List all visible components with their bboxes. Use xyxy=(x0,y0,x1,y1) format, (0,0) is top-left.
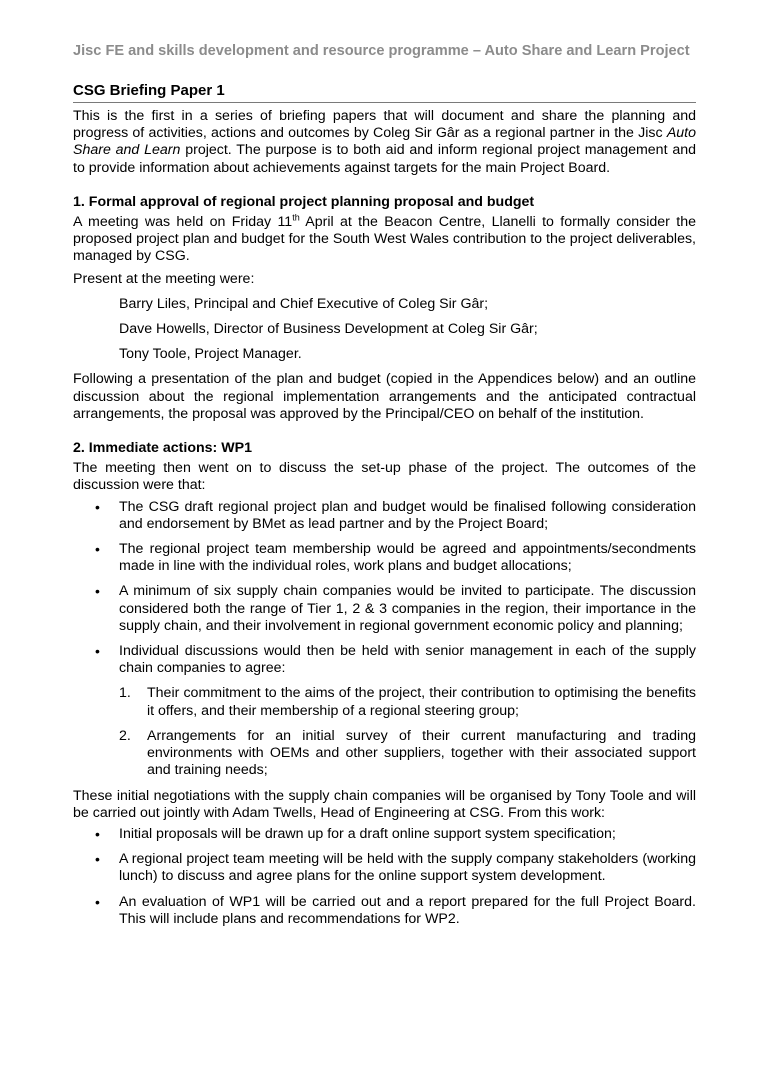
list-item-text: A regional project team meeting will be held with the supply company stakeholders (working lunch) to discuss and agree plans for the online support system development. xyxy=(119,851,696,885)
list-item-text: An evaluation of WP1 will be carried out and a report prepared for the full Project Board. This will include plans and recommendations for WP2. xyxy=(119,893,696,927)
list-item xyxy=(73,541,696,575)
meeting-paragraph xyxy=(73,214,696,266)
outcomes-list xyxy=(73,499,696,780)
bullet-icon: • xyxy=(95,498,100,515)
numbered-item-text: Their commitment to the aims of the project, their contribution to optimising the benefits it offers, and their membership of a regional steering group; xyxy=(147,685,696,719)
bullet-icon: • xyxy=(95,643,100,660)
document-page xyxy=(73,42,696,936)
bullet-icon: • xyxy=(95,851,100,868)
numbered-item xyxy=(119,685,696,719)
list-item xyxy=(73,643,696,779)
intro-text-start: This is the first in a series of briefing papers that will document and share the planning and progress of activities, actions and outcomes by Coleg Sir Gâr as a regional partner in the Jisc xyxy=(73,108,696,142)
page-title: CSG Briefing Paper 1 xyxy=(73,81,696,103)
attendee-item: Dave Howells, Director of Business Development at Coleg Sir Gâr; xyxy=(119,321,538,338)
intro-paragraph xyxy=(73,108,696,177)
item-number: 1. xyxy=(119,685,131,702)
list-item-text: Initial proposals will be drawn up for a draft online support system specification; xyxy=(119,825,616,842)
list-item-text: Individual discussions would then be held with senior management in each of the supply chain companies to agree: xyxy=(119,643,696,677)
approval-paragraph: Following a presentation of the plan and budget (copied in the Appendices below) and an outline discussion about the regional implementation arrangements and the anticipated contractual arrangements, the proposal was approved by the Principal/CEO on behalf of the institution. xyxy=(73,371,696,422)
present-label: Present at the meeting were: xyxy=(73,270,255,287)
list-item xyxy=(73,499,696,533)
intro-project-name: Auto Share and Learn xyxy=(73,125,696,159)
list-item-text: The regional project team membership would be agreed and appointments/secondments made in line with the individual roles, work plans and budget allocations; xyxy=(119,541,696,575)
section-1-heading: 1. Formal approval of regional project planning proposal and budget xyxy=(73,193,535,210)
bullet-icon: • xyxy=(95,583,100,600)
bullet-icon: • xyxy=(95,893,100,910)
negotiations-paragraph: These initial negotiations with the supply chain companies will be organised by Tony Toole and will be carried out jointly with Adam Twells, Head of Engineering at CSG. From this work: xyxy=(73,787,696,821)
section-2-heading: 2. Immediate actions: WP1 xyxy=(73,440,252,457)
list-item xyxy=(73,826,696,843)
numbered-item-text: Arrangements for an initial survey of their current manufacturing and trading environments with OEMs and other suppliers, together with their associated support and training needs; xyxy=(147,727,696,779)
running-header: Jisc FE and skills development and resource programme – Auto Share and Learn Project xyxy=(73,43,690,59)
numbered-item xyxy=(119,728,696,780)
attendee-item: Tony Toole, Project Manager. xyxy=(119,346,302,363)
bullet-icon: • xyxy=(95,541,100,558)
list-item-text: The CSG draft regional project plan and budget would be finalised following consideration and endorsement by BMet as lead partner and by the Project Board; xyxy=(119,498,696,532)
list-item-text: A minimum of six supply chain companies would be invited to participate. The discussion considered both the range of Tier 1, 2 & 3 companies in the region, their importance in the supply chain, and their involvement in regional government economic policy and planning; xyxy=(119,583,696,634)
meeting-text-end: April at the Beacon Centre, Llanelli to formally consider the proposed project plan and budget for the South West Wales contribution to the project deliverables, managed by CSG. xyxy=(73,214,696,265)
attendee-item: Barry Liles, Principal and Chief Executive of Coleg Sir Gâr; xyxy=(119,295,489,312)
list-item xyxy=(73,894,696,928)
meeting-text-start: A meeting was held on Friday 11 xyxy=(73,214,293,231)
bullet-icon: • xyxy=(95,825,100,842)
discussion-lead: The meeting then went on to discuss the set-up phase of the project. The outcomes of the discussion were that: xyxy=(73,460,696,494)
meeting-date-suffix: th xyxy=(292,212,300,223)
agreement-list xyxy=(119,685,696,779)
list-item xyxy=(73,851,696,885)
list-item xyxy=(73,583,696,635)
intro-text-end: project. The purpose is to both aid and inform regional project management and to provide information about achievements against targets for the main Project Board. xyxy=(73,142,696,176)
work-outputs-list xyxy=(73,826,696,928)
item-number: 2. xyxy=(119,727,131,744)
